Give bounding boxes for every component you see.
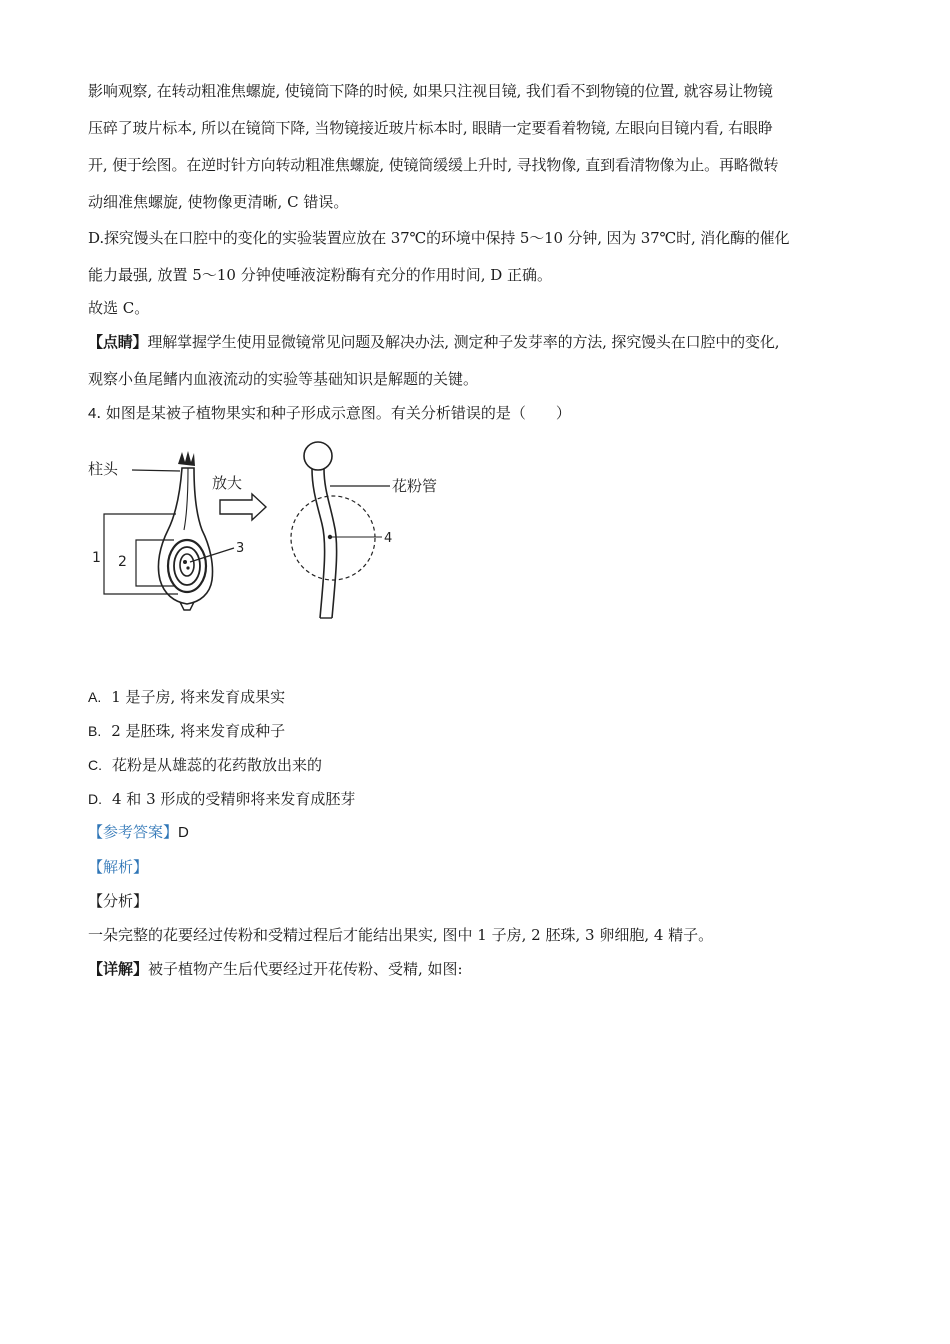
xiangjie-tag: 【详解】 <box>88 960 149 978</box>
question-4 <box>88 402 868 425</box>
dianjing-paragraph <box>88 331 868 353</box>
option-b[interactable] <box>88 720 868 742</box>
paragraph-line: D.探究馒头在口腔中的变化的实验装置应放在 37℃的环境中保持 5～10 分钟, 因为 37℃时, 消化酶的催化 <box>88 229 790 247</box>
sperm-dot <box>328 535 332 539</box>
label-2: 2 <box>118 554 127 570</box>
paragraph-line: 影响观察, 在转动粗准焦螺旋, 使镜筒下降的时候, 如果只注视目镜, 我们看不到物镜的位置, 就容易让物镜 <box>88 82 773 100</box>
question-number: 4 <box>88 405 97 422</box>
dianjing-text: 理解掌握学生使用显微镜常见问题及解决办法, 测定种子发芽率的方法, 探究馒头在口腔中的变化, <box>147 333 780 351</box>
dianjing-tag: 【点睛】 <box>88 333 148 351</box>
ovule-inner <box>180 554 194 576</box>
label-stigma: 柱头 <box>88 460 119 478</box>
option-text: 1 是子房, 将来发育成果实 <box>111 688 286 706</box>
label-4: 4 <box>384 531 393 546</box>
pistil-outline <box>158 468 212 604</box>
option-letter: C. <box>88 757 102 773</box>
label-pollen-tube: 花粉管 <box>392 477 438 495</box>
option-text: 2 是胚珠, 将来发育成种子 <box>111 722 286 740</box>
fenxi-tag: 【分析】 <box>88 892 149 910</box>
option-text: 花粉是从雄蕊的花药散放出来的 <box>112 756 323 774</box>
egg-cell-dot <box>186 566 189 569</box>
option-c[interactable] <box>88 754 868 776</box>
option-a[interactable] <box>88 686 868 708</box>
label-3: 3 <box>236 541 245 556</box>
egg-cell-dot <box>183 560 187 564</box>
label-1: 1 <box>92 550 101 566</box>
paragraph-line: 压碎了玻片标本, 所以在镜筒下降, 当物镜接近玻片标本时, 眼睛一定要看着物镜, 左眼向目镜内看, 右眼睁 <box>88 119 773 137</box>
answer-line <box>88 821 868 844</box>
pollen-tube-right <box>324 469 337 618</box>
xiangjie-paragraph <box>88 958 868 980</box>
answer-value: D <box>178 824 189 841</box>
pollen-tube-left <box>312 469 325 618</box>
ovule-middle <box>174 547 200 585</box>
paragraph-line: 故选 C。 <box>88 299 150 317</box>
answer-tag: 【参考答案】 <box>88 823 179 841</box>
option-letter: A. <box>88 689 102 705</box>
option-d[interactable] <box>88 788 868 810</box>
paragraph-line: 动细准焦螺旋, 使物像更清晰, C 错误。 <box>88 193 349 211</box>
option-letter: D. <box>88 791 102 807</box>
question-text: . 如图是某被子植物果实和种子形成示意图。有关分析错误的是（ ） <box>96 404 571 422</box>
stigma-shape <box>178 451 195 466</box>
jiexi-tag: 【解析】 <box>88 858 149 876</box>
stigma-pointer <box>132 470 180 471</box>
paragraph-line: 开, 便于绘图。在逆时针方向转动粗准焦螺旋, 使镜筒缓缓上升时, 寻找物像, 直到看清物像为止。再略微转 <box>88 156 779 174</box>
option-letter: B. <box>88 723 102 739</box>
fenxi-text: 一朵完整的花要经过传粉和受精过程后才能结出果实, 图中 1 子房, 2 胚珠, 3 卵细胞, 4 精子。 <box>88 926 714 944</box>
label-enlarge: 放大 <box>212 474 243 492</box>
style-inner-line <box>184 468 188 530</box>
flower-fertilization-diagram <box>84 434 444 624</box>
xiangjie-text: 被子植物产生后代要经过开花传粉、受精, 如图: <box>148 960 463 978</box>
pollen-grain <box>304 442 332 470</box>
paragraph-line: 能力最强, 放置 5～10 分钟使唾液淀粉酶有充分的作用时间, D 正确。 <box>88 266 553 284</box>
paragraph-line: 观察小鱼尾鳍内血液流动的实验等基础知识是解题的关键。 <box>88 370 479 388</box>
option-text: 4 和 3 形成的受精卵将来发育成胚芽 <box>112 790 356 808</box>
bracket-ovary <box>104 514 178 594</box>
enlarge-arrow-icon <box>220 494 266 520</box>
ovary-dashed-outline <box>291 496 375 580</box>
